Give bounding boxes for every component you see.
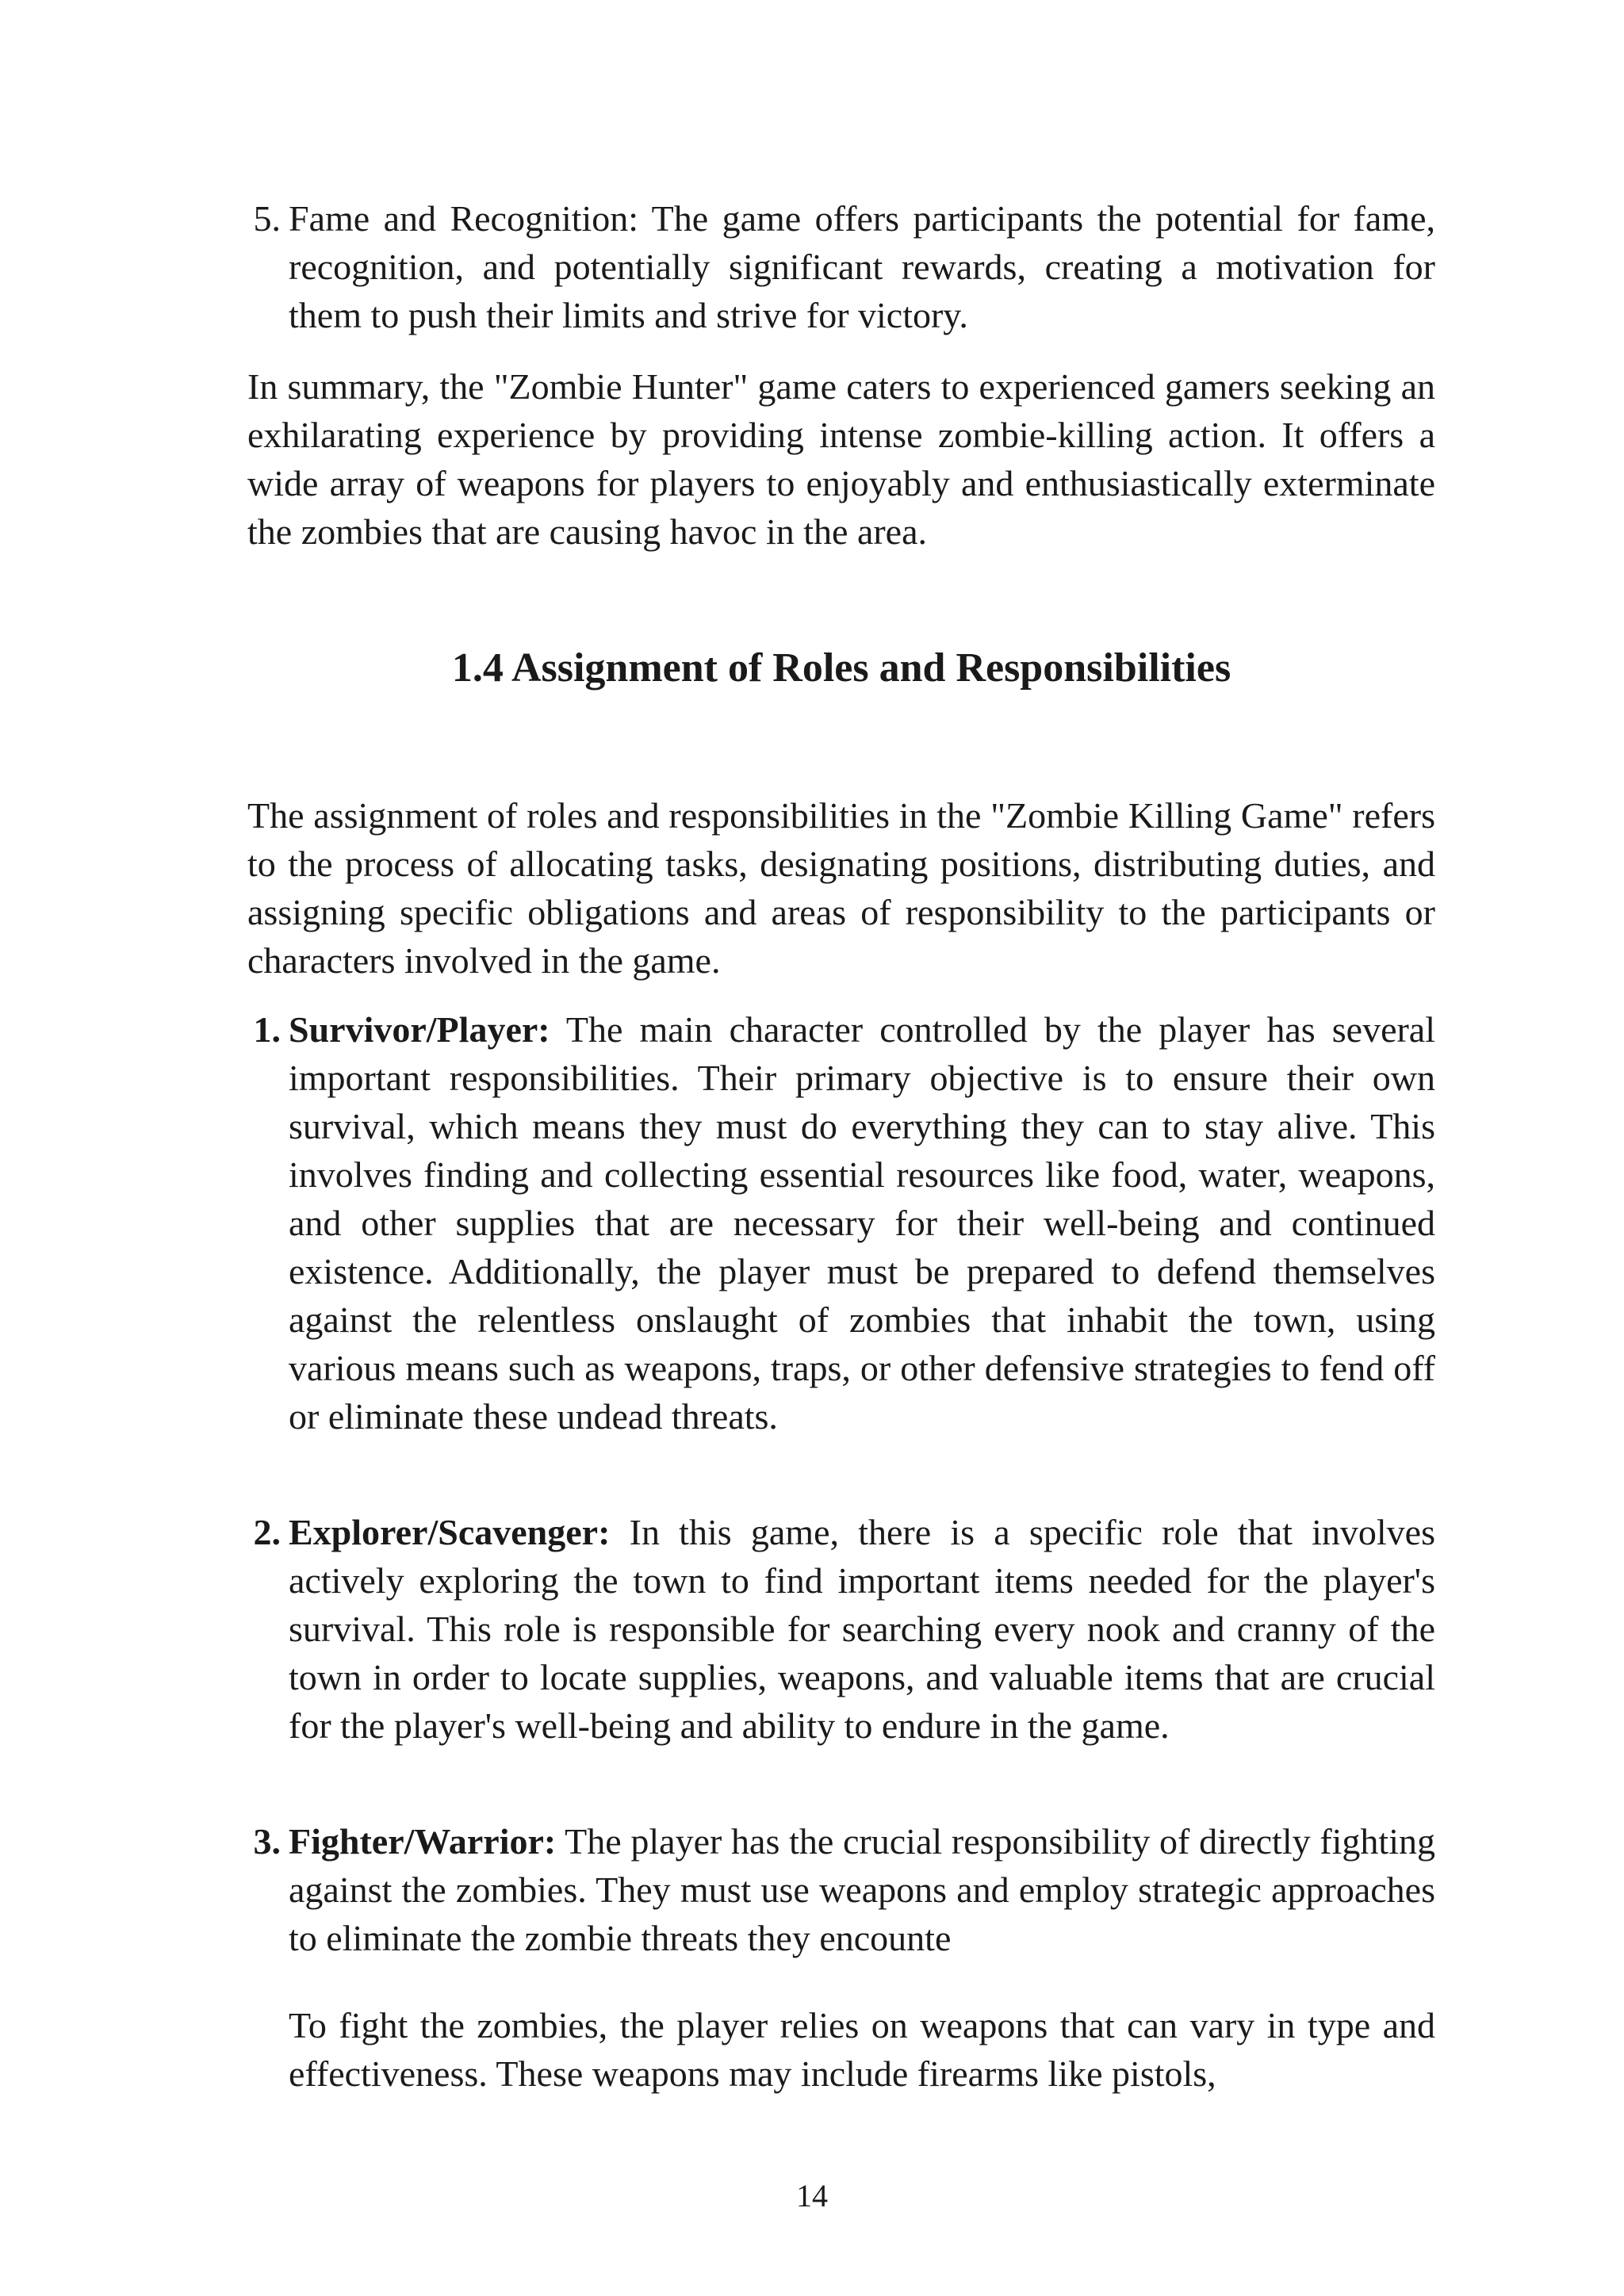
list-item-fame-recognition bbox=[253, 194, 1435, 339]
role-title: Fighter/Warrior: bbox=[289, 1821, 557, 1862]
role-title: Survivor/Player: bbox=[289, 1009, 550, 1050]
summary-paragraph: In summary, the "Zombie Hunter" game caters to experienced gamers seeking an exhilarating experience by providing intense zombie-killing action. It offers a wide array of weapons for players to enjoyably and enthusiastically exterminate the zombies that are causing havoc in the area. bbox=[247, 366, 1435, 552]
section-heading: 1.4 Assignment of Roles and Responsibilities bbox=[451, 645, 1231, 691]
list-item-number: 1. bbox=[253, 1009, 281, 1050]
list-item-survivor-player bbox=[253, 1005, 1436, 1441]
intro-paragraph: The assignment of roles and responsibilities in the "Zombie Killing Game" refers to the process of allocating tasks, designating positions, distributing duties, and assigning specific obligations and areas of responsibility to the participants or characters involved in the game. bbox=[247, 795, 1435, 981]
list-item-text: Fame and Recognition: The game offers participants the potential for fame, recognition, and potentially significant rewards, creating a motivation for them to push their limits and strive for victory. bbox=[289, 198, 1435, 335]
list-item-number: 2. bbox=[253, 1512, 281, 1552]
list-item-fighter-warrior bbox=[253, 1817, 1435, 1962]
role-description: In this game, there is a specific role that involves actively exploring the town to find important items needed for the player's survival. This role is responsible for searching every nook and cranny of the town in order to locate supplies, weapons, and valuable items that are crucial for the player's well-being and ability to endure in the game. bbox=[289, 1512, 1435, 1746]
list-item-number: 5. bbox=[253, 198, 281, 239]
list-item-explorer-scavenger bbox=[253, 1508, 1435, 1750]
page-number: 14 bbox=[796, 2178, 828, 2214]
fighter-continuation-paragraph: To fight the zombies, the player relies on weapons that can vary in type and effectiveness. These weapons may include firearms like pistols, bbox=[289, 2005, 1435, 2094]
list-item-number: 3. bbox=[253, 1821, 281, 1862]
role-title: Explorer/Scavenger: bbox=[289, 1512, 611, 1552]
role-description: The main character controlled by the player has several important responsibilities. Their primary objective is to ensure their own survival, which means they must do everything they can to stay alive. This involves finding and collecting essential resources like food, water, weapons, and other supplies that are necessary for their well-being and continued existence. Additionally, the player must be prepared to defend themselves against the relentless onslaught of zombies that inhabit the town, using various means such as weapons, traps, or other defensive strategies to fend off or eliminate these undead threats. bbox=[289, 1009, 1436, 1437]
role-description: The player has the crucial responsibility of directly fighting against the zombies. They must use weapons and employ strategic approaches to eliminate the zombie threats they encounte bbox=[289, 1821, 1435, 1958]
